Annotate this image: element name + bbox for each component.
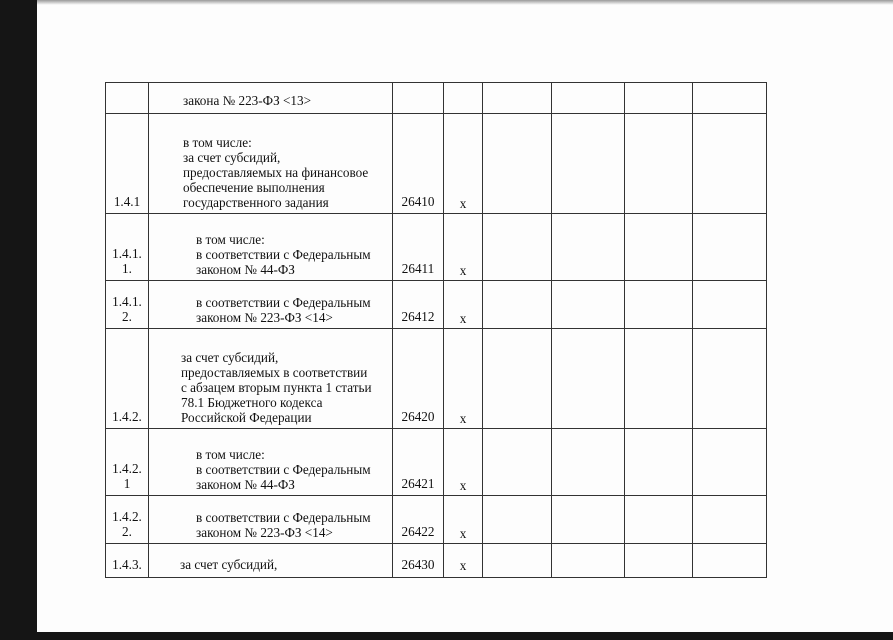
table-row: [106, 496, 767, 544]
table-row: [106, 429, 767, 496]
row-code-cell: 26430: [393, 544, 444, 578]
empty-cell: [625, 114, 693, 214]
empty-cell: [693, 281, 767, 329]
empty-cell: [625, 496, 693, 544]
report-table: [105, 82, 767, 578]
empty-cell: [483, 83, 552, 114]
empty-cell: [552, 83, 625, 114]
row-number-cell: 1.4.2. 1: [106, 429, 149, 496]
row-name-cell: в том числе: в соответствии с Федеральным законом № 44-ФЗ: [149, 214, 393, 281]
empty-cell: [483, 496, 552, 544]
row-x-cell: х: [444, 281, 483, 329]
empty-cell: [693, 329, 767, 429]
row-x-cell: х: [444, 496, 483, 544]
scan-left-edge: [0, 0, 37, 640]
row-number-cell: 1.4.2. 2.: [106, 496, 149, 544]
empty-cell: [552, 329, 625, 429]
scan-bottom-edge: [37, 632, 893, 640]
row-name-cell: в соответствии с Федеральным законом № 223-ФЗ <14>: [149, 496, 393, 544]
row-number-cell: [106, 83, 149, 114]
empty-cell: [693, 83, 767, 114]
empty-cell: [483, 329, 552, 429]
empty-cell: [693, 214, 767, 281]
empty-cell: [552, 496, 625, 544]
empty-cell: [625, 214, 693, 281]
row-name-cell: за счет субсидий,: [149, 544, 393, 578]
empty-cell: [693, 114, 767, 214]
empty-cell: [625, 329, 693, 429]
table-row: [106, 281, 767, 329]
empty-cell: [552, 281, 625, 329]
row-x-cell: х: [444, 429, 483, 496]
empty-cell: [693, 496, 767, 544]
table-row: [106, 214, 767, 281]
row-name-cell: в том числе: в соответствии с Федеральным законом № 44-ФЗ: [149, 429, 393, 496]
row-code-cell: 26412: [393, 281, 444, 329]
table-row: [106, 114, 767, 214]
row-code-cell: 26422: [393, 496, 444, 544]
row-name-cell: в соответствии с Федеральным законом № 223-ФЗ <14>: [149, 281, 393, 329]
table-row: [106, 329, 767, 429]
row-x-cell: х: [444, 214, 483, 281]
empty-cell: [625, 83, 693, 114]
row-name-cell: за счет субсидий, предоставляемых в соответствии с абзацем вторым пункта 1 статьи 78.1 Бюджетного кодекса Российской Федерации: [149, 329, 393, 429]
empty-cell: [483, 214, 552, 281]
row-number-cell: 1.4.1: [106, 114, 149, 214]
row-x-cell: [444, 83, 483, 114]
empty-cell: [552, 214, 625, 281]
empty-cell: [625, 281, 693, 329]
empty-cell: [693, 544, 767, 578]
empty-cell: [483, 429, 552, 496]
table-row: [106, 544, 767, 578]
row-name-cell: закона № 223-ФЗ <13>: [149, 83, 393, 114]
row-code-cell: 26410: [393, 114, 444, 214]
row-number-cell: 1.4.1. 2.: [106, 281, 149, 329]
row-x-cell: х: [444, 114, 483, 214]
empty-cell: [483, 544, 552, 578]
empty-cell: [483, 281, 552, 329]
empty-cell: [483, 114, 552, 214]
empty-cell: [552, 114, 625, 214]
empty-cell: [625, 429, 693, 496]
empty-cell: [552, 429, 625, 496]
row-code-cell: 26420: [393, 329, 444, 429]
row-code-cell: 26411: [393, 214, 444, 281]
row-x-cell: х: [444, 329, 483, 429]
empty-cell: [552, 544, 625, 578]
row-code-cell: 26421: [393, 429, 444, 496]
row-name-cell: в том числе: за счет субсидий, предоставляемых на финансовое обеспечение выполнения государственного задания: [149, 114, 393, 214]
row-code-cell: [393, 83, 444, 114]
row-x-cell: х: [444, 544, 483, 578]
table-row: [106, 83, 767, 114]
empty-cell: [693, 429, 767, 496]
row-number-cell: 1.4.1. 1.: [106, 214, 149, 281]
row-number-cell: 1.4.3.: [106, 544, 149, 578]
empty-cell: [625, 544, 693, 578]
row-number-cell: 1.4.2.: [106, 329, 149, 429]
